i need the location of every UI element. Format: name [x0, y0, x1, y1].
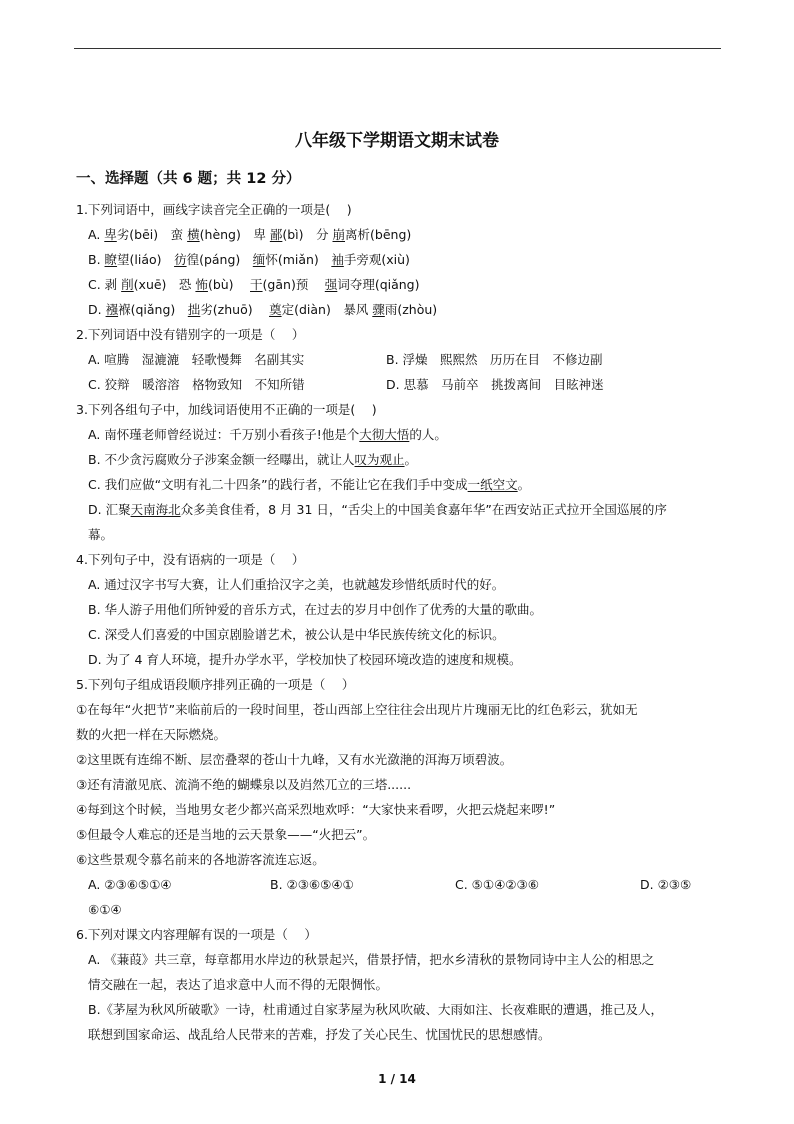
- question-3-option-c: C. 我们应做“文明有礼二十四条”的践行者，不能让它在我们手中变成一纸空文。: [88, 477, 531, 492]
- question-2-stem: 2.下列词语中没有错别字的一项是（ ）: [76, 327, 305, 342]
- question-4-option-d: D. 为了 4 育人环境，提升办学水平，学校加快了校园环境改造的速度和规模。: [88, 652, 522, 667]
- question-3-stem: 3.下列各组句子中，加线词语使用不正确的一项是( ): [76, 402, 377, 417]
- question-4-stem: 4.下列句子中，没有语病的一项是（ ）: [76, 552, 305, 567]
- question-5-sentence-6: ⑥这些景观令慕名前来的各地游客流连忘返。: [76, 852, 325, 867]
- section-title: 一、选择题（共 6 题；共 12 分）: [76, 171, 301, 187]
- question-5-sentence-1: ①在每年“火把节”来临前后的一段时间里，苍山西部上空往往会出现片片瑰丽无比的红色彩云，犹如无: [76, 702, 638, 717]
- question-4-option-b: B. 华人游子用他们所钟爱的音乐方式，在过去的岁月中创作了优秀的大量的歌曲。: [88, 602, 543, 617]
- question-5-option-c: C. ⑤①④②③⑥: [455, 877, 539, 892]
- question-2-option-c: C. 狡辩 暖溶溶 格物致知 不知所错: [88, 377, 305, 392]
- question-1-stem: 1.下列词语中，画线字读音完全正确的一项是( ): [76, 202, 352, 217]
- question-5-option-d-continued: ⑥①④: [88, 902, 122, 917]
- question-1-option-c: C. 剥 削(xuē) 恐 怖(bù) 干(gān)预 强词夺理(qiǎng): [88, 277, 420, 292]
- question-2-option-b: B. 浮燥 熙熙然 历历在目 不修边副: [386, 352, 603, 367]
- question-3-option-d-continued: 幕。: [88, 527, 114, 542]
- question-6-option-b: B.《茅屋为秋风所破歌》一诗，杜甫通过自家茅屋为秋风吹破、大雨如注、长夜难眠的遭遇，推己及人，: [88, 1002, 664, 1017]
- question-6-option-a: A. 《蒹葭》共三章，每章都用水岸边的秋景起兴，借景抒情，把水乡清秋的景物同诗中主人公的相思之: [88, 952, 655, 967]
- question-6-option-b-continued: 联想到国家命运、战乱给人民带来的苦难，抒发了关心民生、忧国忧民的思想感情。: [88, 1027, 551, 1042]
- question-2-option-d: D. 思慕 马前卒 挑拨离间 目眩神迷: [386, 377, 604, 392]
- question-6-option-a-continued: 情交融在一起，表达了追求意中人而不得的无限惆怅。: [88, 977, 389, 992]
- question-3-option-d: D. 汇聚天南海北众多美食佳肴，8 月 31 日，“舌尖上的中国美食嘉年华”在西安站正式拉开全国巡展的序: [88, 502, 667, 517]
- question-5-sentence-1-continued: 数的火把一样在天际燃烧。: [76, 727, 227, 742]
- question-5-option-a: A. ②③⑥⑤①④: [88, 877, 172, 892]
- question-1-option-b: B. 瞭望(liáo) 彷徨(páng) 缅怀(miǎn) 袖手旁观(xiù): [88, 252, 410, 267]
- question-2-option-a: A. 喧腾 湿漉漉 轻歌慢舞 名副其实: [88, 352, 305, 367]
- page-number: 1 / 14: [378, 1072, 416, 1086]
- question-5-sentence-4: ④每到这个时候，当地男女老少都兴高采烈地欢呼：“大家快来看啰，火把云烧起来啰!”: [76, 802, 556, 817]
- question-4-option-a: A. 通过汉字书写大赛，让人们重拾汉字之美，也就越发珍惜纸质时代的好。: [88, 577, 505, 592]
- question-5-option-b: B. ②③⑥⑤④①: [270, 877, 354, 892]
- question-5-stem: 5.下列句子组成语段顺序排列正确的一项是（ ）: [76, 677, 355, 692]
- question-5-sentence-5: ⑤但最令人难忘的还是当地的云天景象——“火把云”。: [76, 827, 376, 842]
- question-5-option-d: D. ②③⑤: [640, 877, 692, 892]
- question-5-sentence-3: ③还有清澈见底、流淌不绝的蝴蝶泉以及岿然兀立的三塔......: [76, 777, 412, 792]
- page-title: 八年级下学期语文期末试卷: [295, 131, 499, 151]
- header-rule: [74, 48, 721, 49]
- question-5-sentence-2: ②这里既有连绵不断、层峦叠翠的苍山十九峰，又有水光潋滟的洱海万顷碧波。: [76, 752, 513, 767]
- question-3-option-a: A. 南怀瑾老师曾经说过：千万别小看孩子!他是个大彻大悟的人。: [88, 427, 447, 442]
- question-6-stem: 6.下列对课文内容理解有误的一项是（ ）: [76, 927, 317, 942]
- question-3-option-b: B. 不少贪污腐败分子涉案金额一经曝出，就让人叹为观止。: [88, 452, 418, 467]
- question-1-option-d: D. 襁褓(qiǎng) 拙劣(zhuō) 奠定(diàn) 暴风 骤雨(zhòu): [88, 302, 438, 317]
- question-1-option-a: A. 卑劣(bēi) 蛮 横(hèng) 卑 鄙(bì) 分 崩离析(bēng): [88, 227, 412, 242]
- question-4-option-c: C. 深受人们喜爱的中国京剧脸谱艺术，被公认是中华民族传统文化的标识。: [88, 627, 505, 642]
